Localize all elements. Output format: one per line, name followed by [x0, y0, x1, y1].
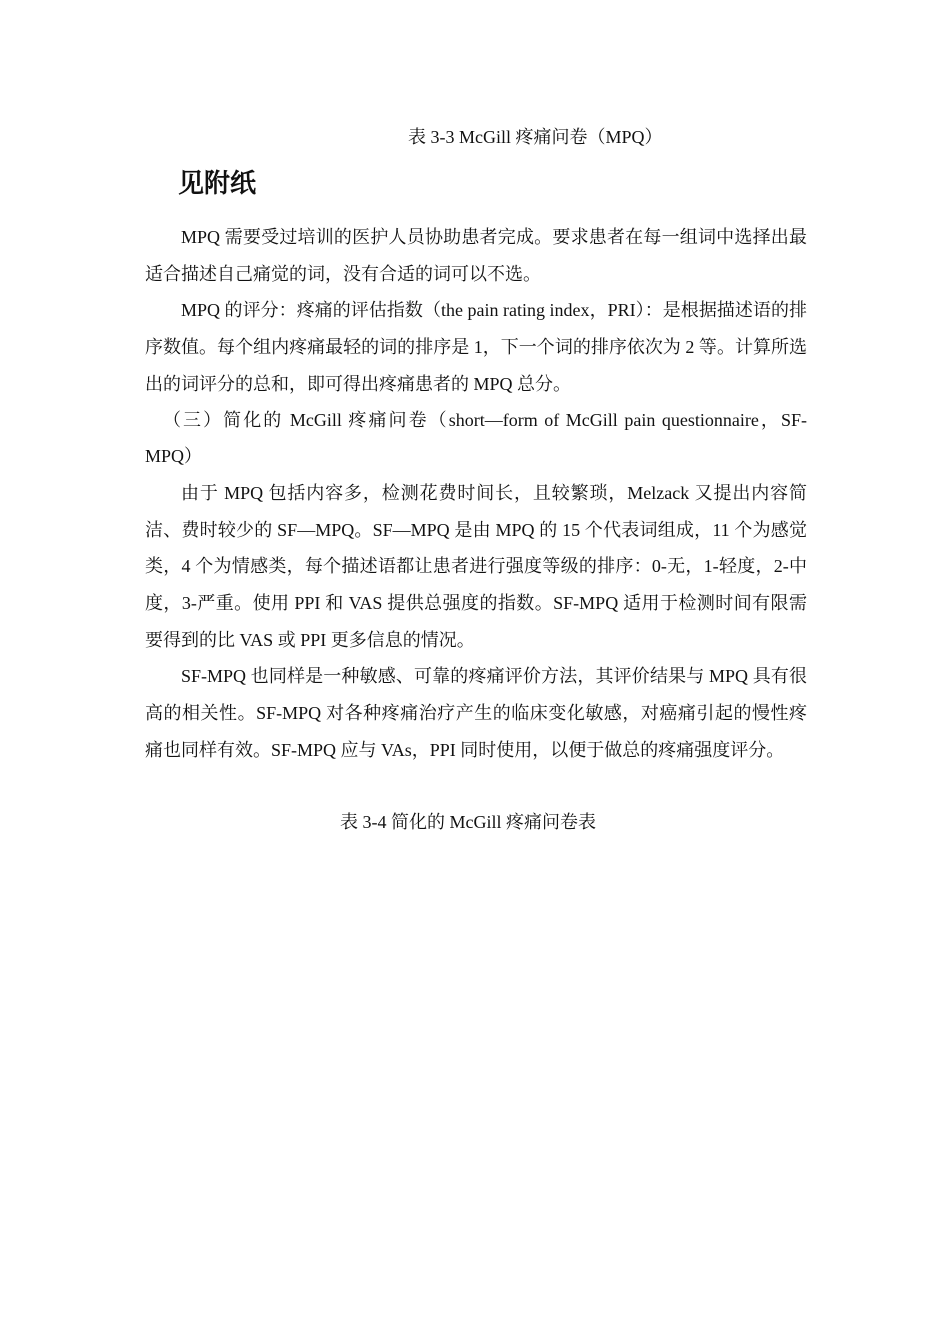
section-heading-sf-mpq: （三）简化的 McGill 疼痛问卷（short—form of McGill pain questionnaire，SF-MPQ）	[145, 409, 807, 467]
paragraph-mpq-scoring: MPQ 的评分：疼痛的评估指数（the pain rating index，PRI）：是根据描述语的排序数值。每个组内疼痛最轻的词的排序是 1，下一个词的排序依次为 2 等。计算所选出的词评分的总和，即可得出疼痛患者的 MPQ 总分。	[145, 300, 807, 394]
paragraph-sf-mpq-description: 由于 MPQ 包括内容多，检测花费时间长，且较繁琐，Melzack 又提出内容简洁、费时较少的 SF—MPQ。SF—MPQ 是由 MPQ 的 15 个代表词组成，11 个为感觉类，4 个为情感类，每个描述语都让患者进行强度等级的排序：0-无，1-轻度，2-中度，3-严重。使用 PPI 和 VAS 提供总强度的指数。SF-MPQ 适用于检测时间有限需要得到的比 VAS 或 PPI 更多信息的情况。	[145, 482, 807, 650]
paragraph-mpq-intro: MPQ 需要受过培训的医护人员协助患者完成。要求患者在每一组词中选择出最适合描述自己痛觉的词，没有合适的词可以不选。	[145, 227, 807, 284]
see-attachment-heading: 见附纸	[178, 169, 257, 199]
paragraph-sf-mpq-reliability: SF-MPQ 也同样是一种敏感、可靠的疼痛评价方法，其评价结果与 MPQ 具有很高的相关性。SF-MPQ 对各种疼痛治疗产生的临床变化敏感，对癌痛引起的慢性疼痛也同样有效。SF-MPQ 应与 VAs，PPI 同时使用，以便于做总的疼痛强度评分。	[145, 666, 807, 760]
table-caption-3-3: 表 3-3 McGill 疼痛问卷（MPQ）	[408, 127, 663, 147]
table-caption-3-4: 表 3-4 简化的 McGill 疼痛问卷表	[340, 812, 596, 832]
body-text	[145, 219, 807, 769]
